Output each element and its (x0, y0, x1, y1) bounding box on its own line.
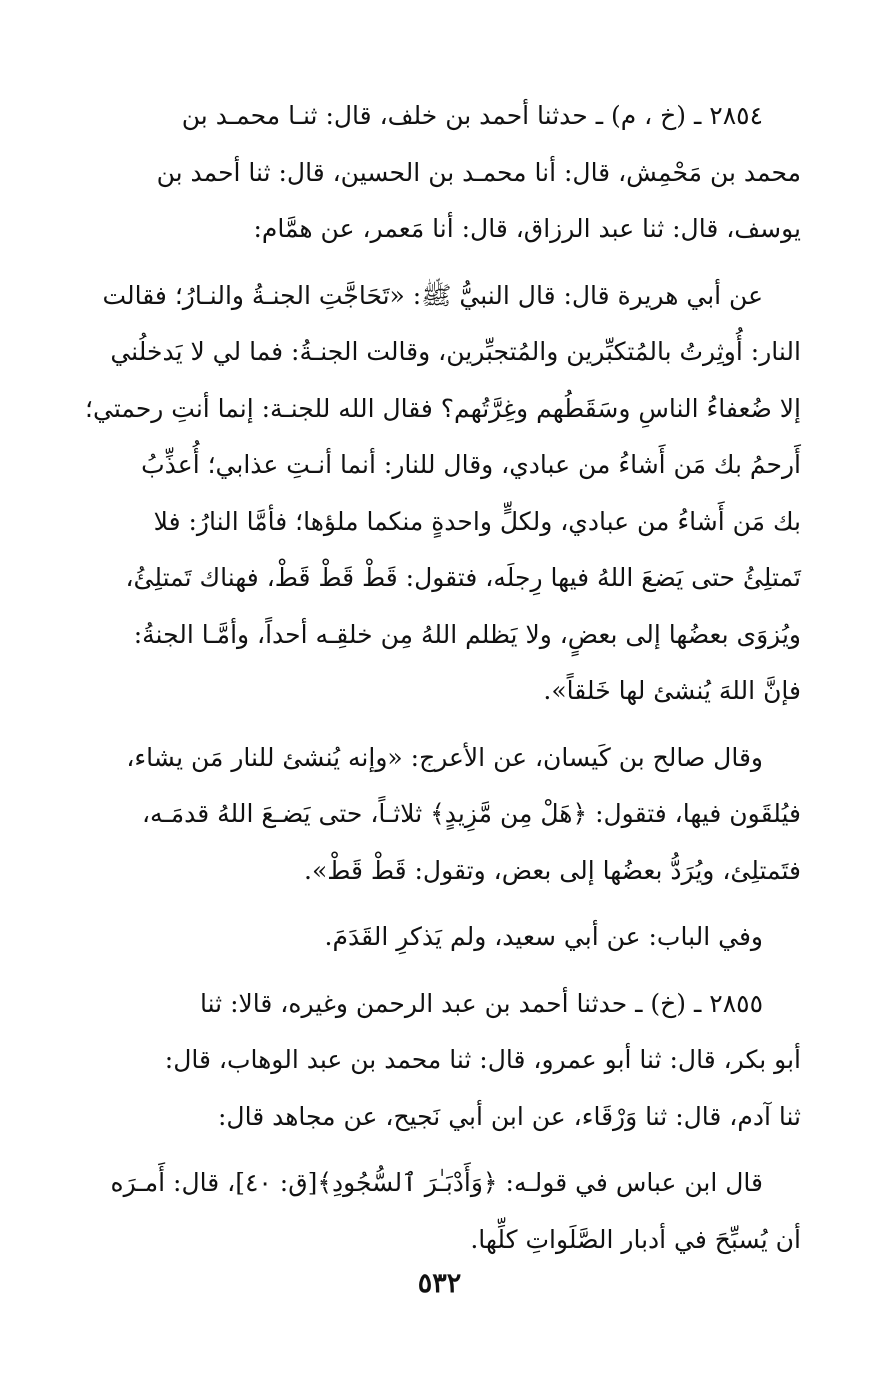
bab-note (78, 909, 801, 966)
text-line: تَمتلِئُ حتى يَضعَ اللهُ فيها رِجلَه، فتقول: قَطْ قَطْ قَطْ، فهناك تَمتلِئُ، (125, 563, 801, 592)
text-line: النار: أُوثِرتُ بالمُتكبِّرين والمُتجبِّرين، وقالت الجنـةُ: فما لي لا يَدخلُني (110, 337, 801, 366)
text-line: فإنَّ اللهَ يُنشئ لها خَلقاً». (543, 676, 801, 705)
text-line: عن أبي هريرة قال: قال النبيُّ ﷺ: «تَحَاجَّتِ الجنـةُ والنـارُ؛ فقالت (102, 280, 763, 310)
text-line: قال ابن عباس في قولـه: ﴿وَأَدْبَـٰرَ ٱلسُّجُودِ﴾[ق: ٤٠]، قال: أَمـرَه (110, 1168, 763, 1197)
hadith-2854-matn (78, 268, 801, 720)
text-line: بك مَن أَشاءُ من عبادي، ولكلٍّ واحدةٍ منكما ملؤها؛ فأمَّا النارُ: فلا (153, 506, 801, 536)
text-line: ٢٨٥٥ ـ (خ) ـ حدثنا أحمد بن عبد الرحمن وغيره، قالا: ثنا (200, 988, 763, 1018)
text-line: ثنا آدم، قال: ثنا وَرْقَاء، عن ابن أبي نَجيح، عن مجاهد قال: (218, 1101, 801, 1131)
saleh-narration (78, 730, 801, 900)
text-line: أبو بكر، قال: ثنا أبو عمرو، قال: ثنا محمد بن عبد الوهاب، قال: (164, 1045, 801, 1074)
hadith-2855-matn (78, 1155, 801, 1268)
page-number: ٥٣٢ (417, 1268, 462, 1299)
hadith-2854-isnad (78, 88, 801, 258)
text-line: ويُزوَى بعضُها إلى بعضٍ، ولا يَظلم اللهُ مِن خلقِـه أحداً، وأمَّـا الجنةُ: (133, 619, 801, 649)
hadith-2855-isnad (78, 976, 801, 1146)
text-line: فيُلقَون فيها، فتقول: ﴿هَلْ مِن مَّزِيدٍ﴾ ثلاثـاً، حتى يَضـعَ اللهُ قدمَـه، (141, 799, 801, 828)
text-line: أَرحمُ بك مَن أَشاءُ من عبادي، وقال للنار: أنما أنـتِ عذابي؛ أُعذِّبُ (141, 450, 801, 479)
text-line: ٢٨٥٤ ـ (خ ، م) ـ حدثنا أحمد بن خلف، قال: ثنـا محمـد بن (181, 101, 763, 130)
text-line: وفي الباب: عن أبي سعيد، ولم يَذكرِ القَدَمَ. (324, 922, 763, 951)
text-line: أن يُسبِّحَ في أدبار الصَّلَواتِ كلِّها. (470, 1224, 801, 1254)
text-line: محمد بن مَحْمِش، قال: أنا محمـد بن الحسين، قال: ثنا أحمد بن (156, 157, 801, 187)
text-line: إلا ضُعفاءُ الناسِ وسَقَطُهم وغِرَّتُهم؟ فقال الله للجنـة: إنما أنتِ رحمتي؛ (85, 393, 801, 423)
text-line: فتَمتلِئ، ويُرَدُّ بعضُها إلى بعض، وتقول: قَطْ قَطْ». (304, 855, 801, 885)
text-line: يوسف، قال: ثنا عبد الرزاق، قال: أنا مَعمر، عن همَّام: (253, 214, 801, 243)
page-body (78, 88, 801, 1268)
text-line: وقال صالح بن كَيسان، عن الأعرج: «وإنه يُنشئ للنار مَن يشاء، (126, 742, 763, 772)
